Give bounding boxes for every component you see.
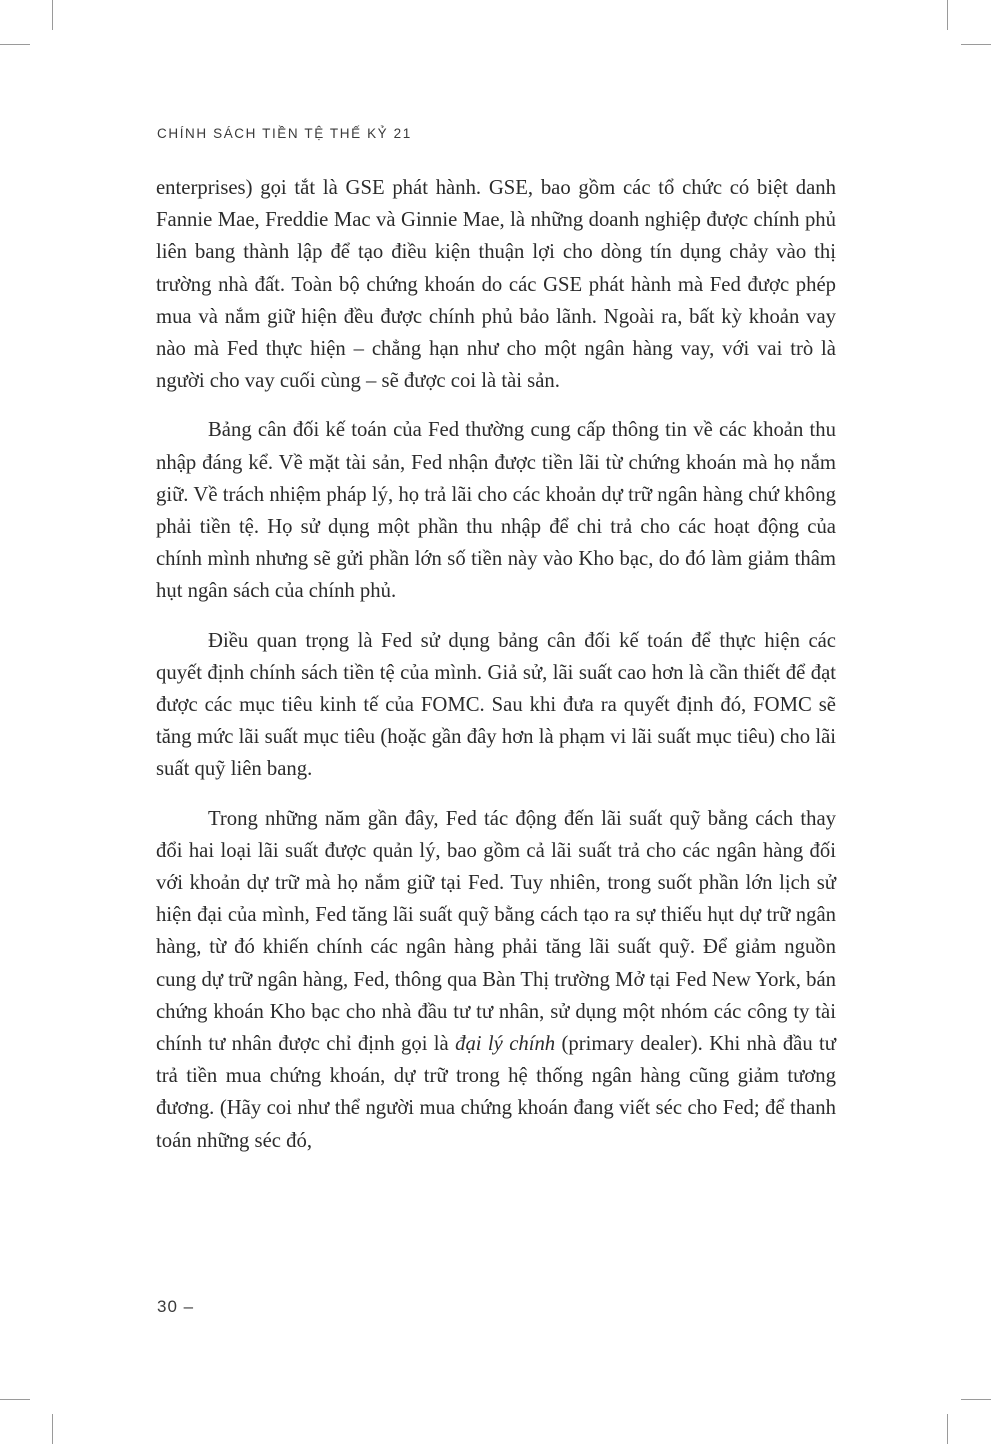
paragraph-4-text-before: Trong những năm gần đây, Fed tác động đến lãi suất quỹ bằng cách thay đổi hai loại lãi suất được quản lý, bao gồm cả lãi suất trả cho các ngân hàng đối với khoản dự trữ mà họ nắm giữ tại Fed. Tuy nhiên, trong suốt phần lớn lịch sử hiện đại của mình, Fed tăng lãi suất quỹ bằng cách tạo ra sự thiếu hụt dự trữ ngân hàng, từ đó khiến chính các ngân hàng phải tăng lãi suất quỹ. Để giảm nguồn cung dự trữ ngân hàng, Fed, thông qua Bàn Thị trường Mở tại Fed New York, bán chứng khoán Kho bạc cho nhà đầu tư tư nhân, sử dụng một nhóm các công ty tài chính tư nhân được chỉ định gọi là xyxy=(156,807,836,1056)
page-number: 30 – xyxy=(157,1297,195,1316)
running-header: CHÍNH SÁCH TIỀN TỆ THẾ KỶ 21 xyxy=(157,126,412,141)
crop-mark xyxy=(0,44,30,45)
body-text xyxy=(156,172,836,1174)
crop-mark xyxy=(947,1414,948,1444)
italic-term: đại lý chính xyxy=(455,1033,556,1056)
crop-mark xyxy=(947,0,948,30)
crop-mark xyxy=(52,1414,53,1444)
paragraph-3: Điều quan trọng là Fed sử dụng bảng cân đối kế toán để thực hiện các quyết định chính sách tiền tệ của mình. Giả sử, lãi suất cao hơn là cần thiết để đạt được các mục tiêu kinh tế của FOMC. Sau khi đưa ra quyết định đó, FOMC sẽ tăng mức lãi suất mục tiêu (hoặc gần đây hơn là phạm vi lãi suất mục tiêu) cho lãi suất quỹ liên bang. xyxy=(156,629,836,781)
crop-mark xyxy=(52,0,53,30)
paragraph-4-text-after: (primary dealer). Khi nhà đầu tư trả tiền mua chứng khoán, dự trữ trong hệ thống ngân hàng cũng giảm tương đương. (Hãy coi như thể người mua chứng khoán đang viết séc cho Fed; để thanh toán những séc đó, xyxy=(156,1033,837,1152)
paragraph-4 xyxy=(156,803,836,1157)
paragraph-2: Bảng cân đối kế toán của Fed thường cung cấp thông tin về các khoản thu nhập đáng kể. Về mặt tài sản, Fed nhận được tiền lãi từ chứng khoán mà họ nắm giữ. Về trách nhiệm pháp lý, họ trả lãi cho các khoản dự trữ ngân hàng chứ không phải tiền tệ. Họ sử dụng một phần thu nhập để chi trả cho các hoạt động của chính mình nhưng sẽ gửi phần lớn số tiền này vào Kho bạc, do đó làm giảm thâm hụt ngân sách của chính phủ. xyxy=(156,419,836,603)
crop-mark xyxy=(961,1399,991,1400)
crop-mark xyxy=(0,1399,30,1400)
crop-mark xyxy=(961,44,991,45)
paragraph-1: enterprises) gọi tắt là GSE phát hành. GSE, bao gồm các tổ chức có biệt danh Fannie Mae, Freddie Mac và Ginnie Mae, là những doanh nghiệp được chính phủ liên bang thành lập để tạo điều kiện thuận lợi cho dòng tín dụng chảy vào thị trường nhà đất. Toàn bộ chứng khoán do các GSE phát hành mà Fed được phép mua và nắm giữ hiện đều được chính phủ bảo lãnh. Ngoài ra, bất kỳ khoản vay nào mà Fed thực hiện – chẳng hạn như cho một ngân hàng vay, với vai trò là người cho vay cuối cùng – sẽ được coi là tài sản. xyxy=(156,177,836,393)
